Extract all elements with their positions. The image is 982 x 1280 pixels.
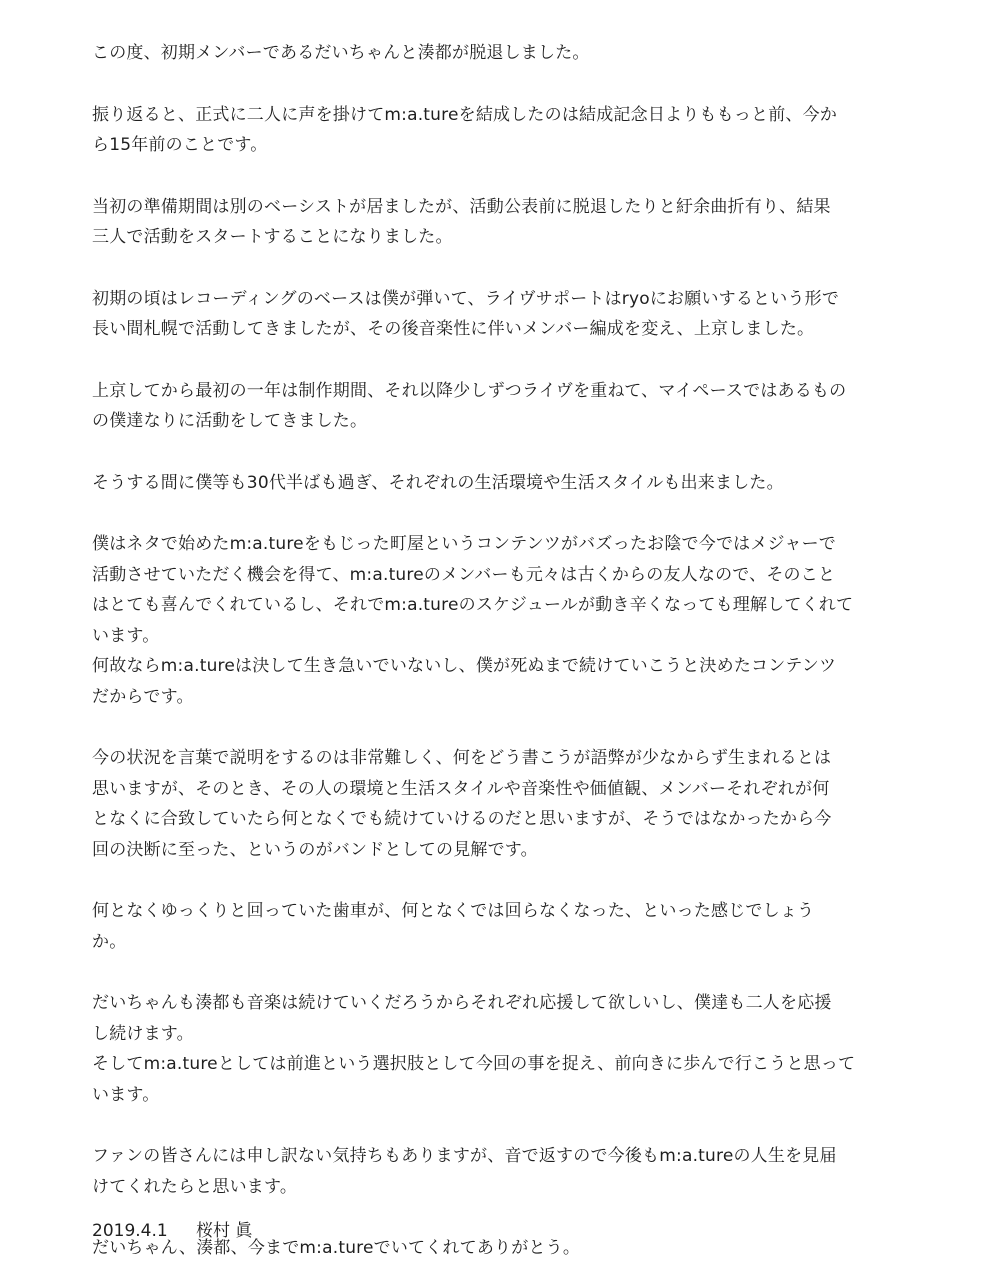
text-line: けてくれたらと思います。	[92, 1176, 298, 1197]
paragraph-11	[92, 1141, 892, 1202]
text-line: そしてm:a.tureとしては前進という選択肢として今回の事を捉え、前向きに歩んで行こうと思って	[92, 1054, 856, 1074]
text-line: 上京してから最初の一年は制作期間、それ以降少しずつライヴを重ねて、マイペースではあるもの	[92, 380, 847, 401]
text-line: 長い間札幌で活動してきましたが、その後音楽性に伴いメンバー編成を変え、上京しました。	[92, 319, 815, 339]
paragraph-6	[92, 468, 892, 499]
signature-date: 2019.4.1	[92, 1221, 168, 1241]
text-line: 振り返ると、正式に二人に声を掛けてm:a.tureを結成したのは結成記念日よりももっと前、今か	[92, 104, 838, 125]
text-line: の僕達なりに活動をしてきました。	[92, 411, 368, 431]
text-line: 何故ならm:a.tureは決して生き急いでいないし、僕が死ぬまで続けていこうと決めたコンテンツ	[92, 656, 837, 676]
text-line: だいちゃん、湊都、今までm:a.tureでいてくれてありがとう。	[92, 1238, 581, 1258]
text-line: います。	[92, 625, 160, 646]
text-line: います。	[92, 1084, 160, 1105]
signature-line	[92, 1216, 252, 1246]
paragraph-7	[92, 529, 892, 712]
text-line: はとても喜んでくれているし、それでm:a.tureのスケジュールが動き辛くなっても理解してくれて	[92, 595, 854, 615]
text-line: 回の決断に至った、というのがバンドとしての見解です。	[92, 839, 538, 860]
text-line: そうする間に僕等も30代半ばも過ぎ、それぞれの生活環境や生活スタイルも出来ました。	[92, 472, 784, 493]
letter-body	[92, 38, 892, 1264]
paragraph-5	[92, 376, 892, 437]
paragraph-9	[92, 896, 892, 957]
text-line: だからです。	[92, 686, 194, 707]
text-line: ら15年前のことです。	[92, 135, 268, 155]
signature-name: 桜村 眞	[196, 1221, 253, 1241]
text-line: 当初の準備期間は別のベーシストが居ましたが、活動公表前に脱退したりと紆余曲折有り、結果	[92, 196, 831, 217]
text-line: となくに合致していたら何となくでも続けていけるのだと思いますが、そうではなかったから今	[92, 809, 832, 829]
text-line: 僕はネタで始めたm:a.tureをもじった町屋というコンテンツがバズったお陰で今ではメジャーで	[92, 534, 837, 554]
text-line: この度、初期メンバーであるだいちゃんと湊都が脱退しました。	[92, 43, 590, 63]
text-line: ファンの皆さんには申し訳ない気持ちもありますが、音で返すので今後もm:a.tureの人生を見届	[92, 1146, 837, 1166]
text-line: 初期の頃はレコーディングのベースは僕が弾いて、ライヴサポートはryoにお願いするという形で	[92, 288, 840, 309]
text-line: 活動させていただく機会を得て、m:a.tureのメンバーも元々は古くからの友人なので、そのこと	[92, 564, 836, 585]
text-line: 何となくゆっくりと回っていた歯車が、何となくでは回らなくなった、といった感じでしょう	[92, 901, 815, 921]
text-line: し続けます。	[92, 1023, 194, 1044]
paragraph-8	[92, 743, 892, 865]
text-line: 三人で活動をスタートすることになりました。	[92, 227, 453, 247]
text-line: 今の状況を言葉で説明をするのは非常難しく、何をどう書こうが語弊が少なからず生まれるとは	[92, 748, 832, 768]
paragraph-10	[92, 988, 892, 1110]
text-line: だいちゃんも湊都も音楽は続けていくだろうからそれぞれ応援して欲しいし、僕達も二人を応援	[92, 993, 832, 1013]
paragraph-4	[92, 284, 892, 345]
paragraph-3	[92, 192, 892, 253]
text-line: 思いますが、そのとき、その人の環境と生活スタイルや音楽性や価値観、メンバーそれぞれが何	[92, 778, 830, 799]
paragraph-2	[92, 100, 892, 161]
text-line: か。	[92, 931, 127, 952]
paragraph-1	[92, 38, 892, 69]
